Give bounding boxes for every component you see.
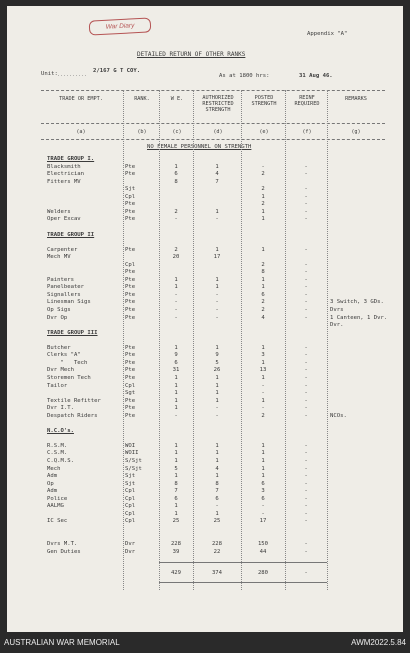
totals-bottom-rule <box>159 582 327 583</box>
total-required: - <box>304 570 308 576</box>
remarks-cell: Dvr. <box>330 322 344 329</box>
authorized-cell: 228 <box>211 541 223 548</box>
required-cell: - <box>304 291 308 298</box>
we-cell: 1 <box>174 344 178 351</box>
required-cell: - <box>304 465 308 472</box>
authorized-cell: 1 <box>215 442 219 449</box>
trade-cell: Painters <box>47 276 74 283</box>
authorized-cell: 7 <box>215 488 219 495</box>
group-heading: TRADE GROUP III <box>47 329 98 336</box>
col-letter-f: (f) <box>302 129 312 135</box>
authorized-cell: - <box>215 299 219 306</box>
authorized-cell: 1 <box>215 208 219 215</box>
posted-cell: 1 <box>261 284 265 291</box>
trade-cell: C.S.M. <box>47 450 68 457</box>
posted-cell: 1 <box>261 208 265 215</box>
rank-cell: Pte <box>125 284 136 291</box>
trade-cell: Tailor <box>47 382 68 389</box>
posted-cell: 1 <box>261 246 265 253</box>
header-trade: TRADE OR EMPT. <box>59 96 103 102</box>
required-cell: - <box>304 276 308 283</box>
appendix-label: Appendix "A" <box>307 31 348 37</box>
rank-cell: Pte <box>125 291 136 298</box>
we-cell: 7 <box>174 488 178 495</box>
rank-cell: Pte <box>125 405 136 412</box>
trade-cell: Adm <box>47 488 58 495</box>
total-we: 429 <box>170 570 182 576</box>
rank-cell: Sjt <box>125 480 136 487</box>
authorized-cell: 22 <box>213 548 221 555</box>
authorized-cell: 8 <box>215 480 219 487</box>
group-heading: N.C.O's. <box>47 427 74 434</box>
group-heading: TRADE GROUP I. <box>47 156 95 162</box>
rank-cell: Cpl <box>125 488 136 495</box>
posted-cell: 1 <box>261 397 265 404</box>
rank-cell: Pte <box>125 216 136 223</box>
required-cell: - <box>304 193 308 200</box>
rank-cell: Pte <box>125 412 136 419</box>
posted-cell: 6 <box>261 291 265 298</box>
rank-cell: Pte <box>125 201 136 208</box>
we-cell: 1 <box>174 397 178 404</box>
rank-cell: Cpl <box>125 382 136 389</box>
required-cell: - <box>304 307 308 313</box>
required-cell: - <box>304 397 308 404</box>
posted-cell: 1 <box>261 344 265 351</box>
war-diary-stamp: War Diary <box>89 17 152 35</box>
trade-cell: Police <box>47 495 68 502</box>
header-remarks: REMARKS <box>345 96 367 102</box>
required-cell: - <box>304 450 308 457</box>
rank-cell: Cpl <box>125 518 136 525</box>
trade-cell: Dvr Mech <box>47 367 74 374</box>
required-cell: - <box>304 473 308 480</box>
we-cell: 6 <box>174 359 178 366</box>
unit-dots: .......... <box>57 72 88 78</box>
we-cell: - <box>174 299 178 306</box>
we-cell: 6 <box>174 171 178 178</box>
rank-cell: Pte <box>125 163 136 170</box>
we-cell: - <box>174 216 178 223</box>
header-top-rule <box>41 90 385 91</box>
required-cell: - <box>304 344 308 351</box>
trade-cell: Mech MV <box>47 254 71 261</box>
rank-cell: Pte <box>125 352 136 359</box>
we-cell: 1 <box>174 503 178 510</box>
document-title: DETAILED RETURN OF OTHER RANKS <box>137 51 246 58</box>
col-letter-e: (e) <box>259 129 269 135</box>
trade-cell: Op <box>47 480 54 487</box>
required-cell: - <box>304 314 308 321</box>
required-cell: - <box>304 548 308 555</box>
posted-cell: 1 <box>261 193 265 200</box>
we-cell: 1 <box>174 405 178 412</box>
authorized-cell: 1 <box>215 473 219 480</box>
unit-value: 2/167 G T COY. <box>93 68 141 74</box>
posted-cell: 13 <box>259 367 267 374</box>
rank-cell: Cpl <box>125 503 136 510</box>
trade-cell: IC Sec <box>47 518 68 525</box>
rank-cell: Cpl <box>125 510 136 517</box>
authorized-cell: - <box>215 314 219 321</box>
rank-cell: Dvr <box>125 548 136 555</box>
rank-cell: Sjt <box>125 473 136 480</box>
unit-label: Unit: <box>41 71 58 77</box>
required-cell: - <box>304 359 308 366</box>
we-cell: 8 <box>174 480 178 487</box>
we-cell: - <box>174 291 178 298</box>
trade-cell: R.S.M. <box>47 442 68 449</box>
posted-cell: 1 <box>261 473 265 480</box>
posted-cell: 8 <box>261 269 265 276</box>
posted-cell: - <box>261 390 265 397</box>
rank-cell: Cpl <box>125 495 136 502</box>
trade-cell: Linesman Sigs <box>47 299 91 306</box>
as-at-value: 31 Aug 46. <box>299 73 333 79</box>
we-cell: 1 <box>174 473 178 480</box>
posted-cell: 150 <box>257 541 269 548</box>
trade-cell: Dvr Op <box>47 314 68 321</box>
header-posted: POSTED STRENGTH <box>251 95 277 107</box>
posted-cell: 2 <box>261 186 265 193</box>
required-cell: - <box>304 352 308 359</box>
header-mid-rule <box>41 123 385 124</box>
authorized-cell: 4 <box>215 465 219 472</box>
authorized-cell: 1 <box>215 344 219 351</box>
authorized-cell: 1 <box>215 450 219 457</box>
posted-cell: 4 <box>261 314 265 321</box>
col-letter-d: (d) <box>213 129 223 135</box>
we-cell: 1 <box>174 450 178 457</box>
we-cell: 6 <box>174 495 178 502</box>
posted-cell: - <box>261 163 265 170</box>
rank-cell: Pte <box>125 246 136 253</box>
trade-cell: AALMG <box>47 503 64 510</box>
required-cell: - <box>304 488 308 495</box>
rank-cell: Pte <box>125 397 136 404</box>
remarks-cell: Dvrs <box>330 307 344 313</box>
required-cell: - <box>304 412 308 419</box>
header-bottom-rule <box>41 139 385 140</box>
trade-cell: Electrician <box>47 171 85 178</box>
authorized-cell: - <box>215 503 219 510</box>
authorized-cell: 1 <box>215 382 219 389</box>
rank-cell: Sgt <box>125 390 136 397</box>
required-cell: - <box>304 367 308 374</box>
posted-cell: 3 <box>261 352 265 359</box>
authorized-cell: 1 <box>215 284 219 291</box>
rank-cell: Pte <box>125 299 136 306</box>
document-page <box>7 6 403 632</box>
authorized-cell: 9 <box>215 352 219 359</box>
trade-cell: Butcher <box>47 344 71 351</box>
authorized-cell: 7 <box>215 178 219 185</box>
required-cell: - <box>304 541 308 548</box>
footer-left: AUSTRALIAN WAR MEMORIAL <box>4 638 120 647</box>
required-cell: - <box>304 503 308 510</box>
rank-cell: Pte <box>125 374 136 381</box>
trade-cell: Oper Excav <box>47 216 81 223</box>
rank-cell: Pte <box>125 367 136 374</box>
we-cell: 9 <box>174 352 178 359</box>
posted-cell: 1 <box>261 450 265 457</box>
we-cell: - <box>174 307 178 313</box>
posted-cell: 2 <box>261 261 265 268</box>
trade-cell: Op Sigs <box>47 307 71 313</box>
rank-cell: Cpl <box>125 193 136 200</box>
posted-cell: - <box>261 382 265 389</box>
rank-cell: Pte <box>125 307 136 313</box>
personnel-note: NO FEMALE PERSONNEL ON STRENGTH <box>147 144 252 150</box>
header-required: REINF REQUIRED <box>294 95 320 107</box>
required-cell: - <box>304 510 308 517</box>
trade-cell: Panelbeater <box>47 284 85 291</box>
required-cell: - <box>304 246 308 253</box>
rank-cell: S/Sjt <box>125 465 142 472</box>
we-cell: 1 <box>174 284 178 291</box>
trade-cell: Despatch Riders <box>47 412 98 419</box>
authorized-cell: 1 <box>215 246 219 253</box>
remarks-cell: 1 Canteen, 1 Dvr. <box>330 314 388 321</box>
posted-cell: 2 <box>261 299 265 306</box>
remarks-cell: NCOs. <box>330 412 347 419</box>
trade-cell: Mech <box>47 465 61 472</box>
rank-cell: S/Sjt <box>125 458 142 464</box>
authorized-cell: 17 <box>213 254 221 261</box>
posted-cell: 1 <box>261 442 265 449</box>
posted-cell: 1 <box>261 216 265 223</box>
total-posted: 280 <box>257 570 269 576</box>
posted-cell: - <box>261 510 265 517</box>
trade-cell: Dvrs M.T. <box>47 541 78 548</box>
authorized-cell: 1 <box>215 276 219 283</box>
rank-cell: Pte <box>125 171 136 178</box>
trade-cell: Clerks "A" <box>47 352 81 359</box>
required-cell: - <box>304 261 308 268</box>
authorized-cell: - <box>215 291 219 298</box>
authorized-cell: 1 <box>215 163 219 170</box>
we-cell: 8 <box>174 178 178 185</box>
header-authorized: AUTHORIZED RESTRICTED STRENGTH <box>202 95 234 113</box>
we-cell: 1 <box>174 382 178 389</box>
posted-cell: 2 <box>261 307 265 313</box>
trade-cell: Welders <box>47 208 71 215</box>
required-cell: - <box>304 382 308 389</box>
posted-cell: 2 <box>261 171 265 178</box>
required-cell: - <box>304 405 308 412</box>
authorized-cell: 6 <box>215 495 219 502</box>
col-divider-1 <box>123 90 124 590</box>
trade-cell: Fitters MV <box>47 178 81 185</box>
required-cell: - <box>304 495 308 502</box>
posted-cell: 1 <box>261 359 265 366</box>
col-letter-g: (g) <box>351 129 361 135</box>
header-we: W E. <box>170 96 184 102</box>
we-cell: 1 <box>174 374 178 381</box>
posted-cell: - <box>261 405 265 412</box>
posted-cell: - <box>261 503 265 510</box>
we-cell: 2 <box>174 246 178 253</box>
required-cell: - <box>304 299 308 306</box>
authorized-cell: - <box>215 307 219 313</box>
authorized-cell: 1 <box>215 397 219 404</box>
authorized-cell: 5 <box>215 359 219 366</box>
authorized-cell: 25 <box>213 518 221 525</box>
required-cell: - <box>304 480 308 487</box>
trade-cell: Carpenter <box>47 246 78 253</box>
authorized-cell: 1 <box>215 390 219 397</box>
we-cell: 20 <box>172 254 180 261</box>
posted-cell: 6 <box>261 495 265 502</box>
col-letter-c: (c) <box>172 129 182 135</box>
trade-cell: Signallers <box>47 291 81 298</box>
required-cell: - <box>304 458 308 464</box>
required-cell: - <box>304 216 308 223</box>
we-cell: 1 <box>174 390 178 397</box>
we-cell: - <box>174 314 178 321</box>
rank-cell: Dvr <box>125 541 136 548</box>
trade-cell: " Tech <box>47 359 88 366</box>
we-cell: 2 <box>174 208 178 215</box>
rank-cell: Sjt <box>125 186 136 193</box>
posted-cell: 17 <box>259 518 267 525</box>
remarks-cell: 3 Switch, 3 GDs. <box>330 299 384 306</box>
posted-cell: 2 <box>261 201 265 208</box>
we-cell: 1 <box>174 442 178 449</box>
footer-right: AWM2022.5.84 <box>351 638 406 647</box>
we-cell: - <box>174 412 178 419</box>
col-letter-a: (a) <box>76 129 86 135</box>
posted-cell: 1 <box>261 374 265 381</box>
required-cell: - <box>304 442 308 449</box>
trade-cell: Dvr I.T. <box>47 405 74 412</box>
authorized-cell: 1 <box>215 510 219 517</box>
col-letter-b: (b) <box>137 129 147 135</box>
col-divider-6 <box>327 90 328 590</box>
totals-top-rule <box>159 562 327 563</box>
rank-cell: Pte <box>125 359 136 366</box>
trade-cell: Gen Duties <box>47 548 81 555</box>
trade-cell: Textile Refitter <box>47 397 101 404</box>
required-cell: - <box>304 201 308 208</box>
posted-cell: 2 <box>261 412 265 419</box>
authorized-cell: 1 <box>215 458 219 464</box>
required-cell: - <box>304 269 308 276</box>
rank-cell: WOI <box>125 442 136 449</box>
rank-cell: WOII <box>125 450 139 457</box>
posted-cell: 6 <box>261 480 265 487</box>
posted-cell: 1 <box>261 458 265 464</box>
we-cell: 31 <box>172 367 180 374</box>
trade-cell: Storemen Tech <box>47 374 91 381</box>
authorized-cell: 26 <box>213 367 221 374</box>
we-cell: 1 <box>174 458 178 464</box>
required-cell: - <box>304 374 308 381</box>
authorized-cell: - <box>215 216 219 223</box>
we-cell: 1 <box>174 510 178 517</box>
posted-cell: 1 <box>261 465 265 472</box>
required-cell: - <box>304 171 308 178</box>
we-cell: 1 <box>174 163 178 170</box>
we-cell: 228 <box>170 541 182 548</box>
authorized-cell: - <box>215 412 219 419</box>
required-cell: - <box>304 208 308 215</box>
posted-cell: 1 <box>261 276 265 283</box>
required-cell: - <box>304 390 308 397</box>
required-cell: - <box>304 284 308 291</box>
authorized-cell: - <box>215 405 219 412</box>
as-at-label: As at 1800 hrs: <box>219 73 270 79</box>
header-rank: RANK. <box>134 96 150 102</box>
we-cell: 5 <box>174 465 178 472</box>
rank-cell: Pte <box>125 208 136 215</box>
group-heading: TRADE GROUP II <box>47 231 95 238</box>
trade-cell: C.Q.M.S. <box>47 458 74 464</box>
rank-cell: Pte <box>125 344 136 351</box>
authorized-cell: 1 <box>215 374 219 381</box>
rank-cell: Pte <box>125 276 136 283</box>
we-cell: 1 <box>174 276 178 283</box>
total-authorized: 374 <box>211 570 223 576</box>
authorized-cell: 4 <box>215 171 219 178</box>
rank-cell: Pte <box>125 269 136 276</box>
posted-cell: 44 <box>259 548 267 555</box>
rank-cell: Cpl <box>125 261 136 268</box>
rank-cell: Pte <box>125 314 136 321</box>
we-cell: 39 <box>172 548 180 555</box>
posted-cell: 3 <box>261 488 265 495</box>
trade-cell: Adm <box>47 473 58 480</box>
required-cell: - <box>304 518 308 525</box>
trade-cell: Blacksmith <box>47 163 81 170</box>
required-cell: - <box>304 163 308 170</box>
we-cell: 25 <box>172 518 180 525</box>
required-cell: - <box>304 186 308 193</box>
